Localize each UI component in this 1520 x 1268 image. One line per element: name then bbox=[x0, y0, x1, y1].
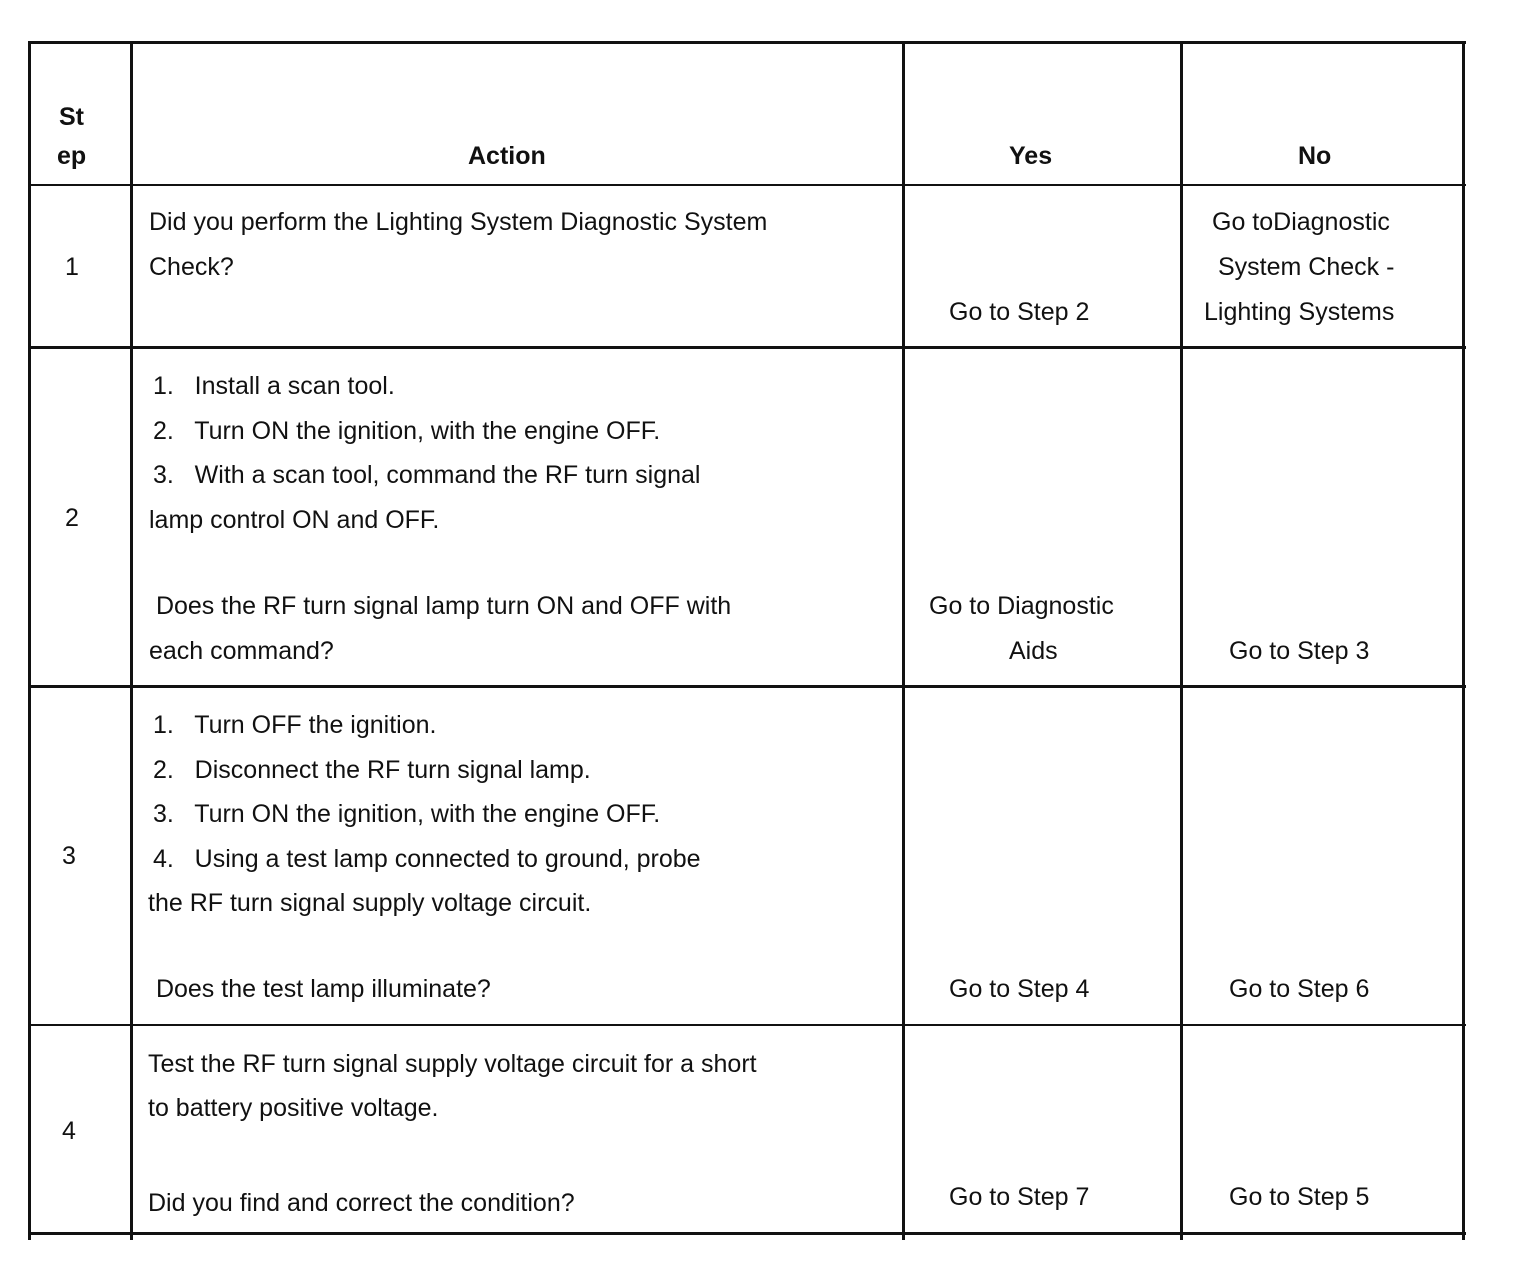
action-text: 2. Turn ON the ignition, with the engine OFF. bbox=[153, 417, 661, 445]
action-text: 4. Using a test lamp connected to ground, probe bbox=[153, 845, 701, 873]
yes-result: Go to Step 2 bbox=[949, 298, 1090, 326]
column-divider bbox=[902, 41, 905, 1240]
yes-result: Go to Diagnostic bbox=[929, 592, 1114, 620]
table-border-bottom bbox=[28, 1232, 1466, 1235]
step-number: 1 bbox=[65, 253, 79, 281]
header-step-line2: ep bbox=[57, 142, 87, 170]
action-text: Test the RF turn signal supply voltage circuit for a short bbox=[148, 1050, 757, 1078]
action-text: 2. Disconnect the RF turn signal lamp. bbox=[153, 756, 591, 784]
action-text: 1. Install a scan tool. bbox=[153, 372, 395, 400]
table-border-right bbox=[1462, 41, 1465, 1240]
step-number: 4 bbox=[62, 1117, 76, 1145]
yes-result: Go to Step 4 bbox=[949, 975, 1090, 1003]
action-text: each command? bbox=[149, 637, 334, 665]
no-result: Go toDiagnostic bbox=[1212, 208, 1390, 236]
table-border-top bbox=[28, 41, 1466, 44]
yes-result: Aids bbox=[1009, 637, 1058, 665]
header-yes: Yes bbox=[1009, 142, 1053, 170]
step-number: 2 bbox=[65, 504, 79, 532]
header-divider bbox=[28, 184, 1466, 186]
header-no: No bbox=[1298, 142, 1332, 170]
action-text: Did you find and correct the condition? bbox=[148, 1189, 575, 1217]
column-divider bbox=[1180, 41, 1183, 1240]
header-action: Action bbox=[468, 142, 546, 170]
action-text: Check? bbox=[149, 253, 234, 281]
action-text: the RF turn signal supply voltage circuit. bbox=[148, 889, 592, 917]
no-result: Go to Step 5 bbox=[1229, 1183, 1370, 1211]
action-text: 3. With a scan tool, command the RF turn signal bbox=[153, 461, 701, 489]
yes-result: Go to Step 7 bbox=[949, 1183, 1090, 1211]
action-text: 3. Turn ON the ignition, with the engine OFF. bbox=[153, 800, 661, 828]
table-border-left bbox=[28, 41, 31, 1240]
row-divider bbox=[28, 685, 1466, 688]
no-result: Go to Step 6 bbox=[1229, 975, 1370, 1003]
action-text: 1. Turn OFF the ignition. bbox=[153, 711, 437, 739]
row-divider bbox=[28, 1024, 1466, 1026]
action-text: Does the RF turn signal lamp turn ON and OFF with bbox=[149, 592, 732, 620]
action-text: to battery positive voltage. bbox=[148, 1094, 439, 1122]
step-number: 3 bbox=[62, 842, 76, 870]
action-text: lamp control ON and OFF. bbox=[149, 506, 440, 534]
no-result: Go to Step 3 bbox=[1229, 637, 1370, 665]
row-divider bbox=[28, 346, 1466, 349]
column-divider bbox=[130, 41, 133, 1240]
no-result: System Check - bbox=[1218, 253, 1395, 281]
action-text: Does the test lamp illuminate? bbox=[149, 975, 491, 1003]
header-step-line1: St bbox=[59, 103, 84, 131]
no-result: Lighting Systems bbox=[1204, 298, 1395, 326]
action-text: Did you perform the Lighting System Diagnostic System bbox=[149, 208, 768, 236]
